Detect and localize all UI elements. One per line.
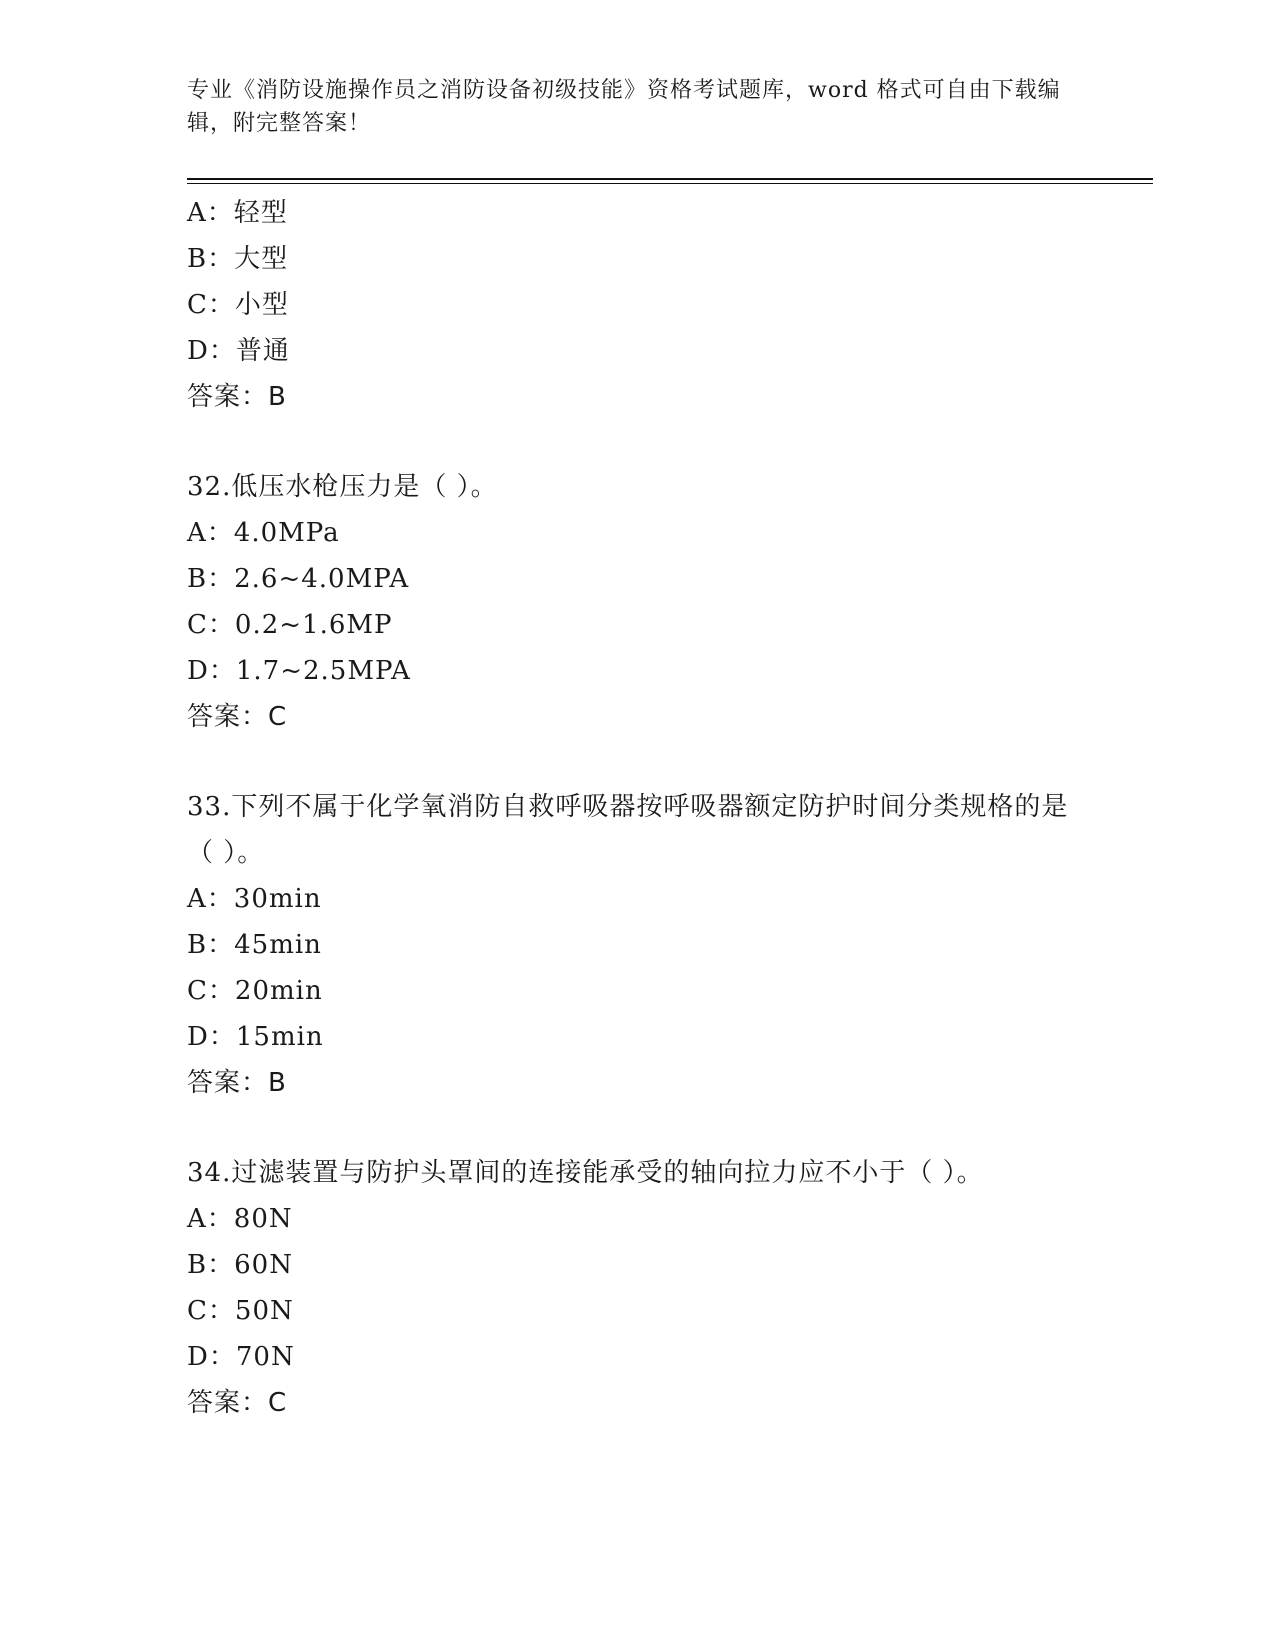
option-b: B：大型: [187, 244, 289, 274]
answer-line: 答案：C: [187, 1388, 288, 1418]
option-c: C：0.2~1.6MP: [187, 610, 393, 640]
header-rule-thick: [187, 178, 1153, 180]
option-a: A：30min: [187, 884, 322, 914]
question-32: [187, 464, 1087, 740]
option-b: B：45min: [187, 930, 322, 960]
question-content: [187, 190, 1087, 1426]
option-a: A：4.0MPa: [187, 518, 340, 548]
question-34: [187, 1150, 1087, 1426]
option-a: A：轻型: [187, 198, 288, 228]
answer-line: 答案：B: [187, 382, 287, 412]
option-b: B：60N: [187, 1250, 293, 1280]
page-header: 专业《消防设施操作员之消防设备初级技能》资格考试题库，word 格式可自由下载编辑，附完整答案！: [187, 78, 1061, 136]
header-rule-thin: [187, 183, 1153, 184]
answer-line: 答案：B: [187, 1068, 287, 1098]
answer-line: 答案：C: [187, 702, 288, 732]
option-c: C：20min: [187, 976, 323, 1006]
option-c: C：小型: [187, 290, 289, 320]
option-a: A：80N: [187, 1204, 293, 1234]
option-d: D：1.7~2.5MPA: [187, 656, 411, 686]
question-33: [187, 784, 1087, 1106]
option-c: C：50N: [187, 1296, 294, 1326]
question-stem: 32.低压水枪压力是（ ）。: [187, 472, 498, 502]
option-d: D：70N: [187, 1342, 295, 1372]
question-stem: 34.过滤装置与防护头罩间的连接能承受的轴向拉力应不小于（ ）。: [187, 1158, 984, 1188]
option-d: D：普通: [187, 336, 290, 366]
option-d: D：15min: [187, 1022, 324, 1052]
option-b: B：2.6~4.0MPA: [187, 564, 410, 594]
question-31-continued: [187, 190, 1087, 420]
question-stem: 33.下列不属于化学氧消防自救呼吸器按呼吸器额定防护时间分类规格的是（ ）。: [187, 792, 1069, 868]
